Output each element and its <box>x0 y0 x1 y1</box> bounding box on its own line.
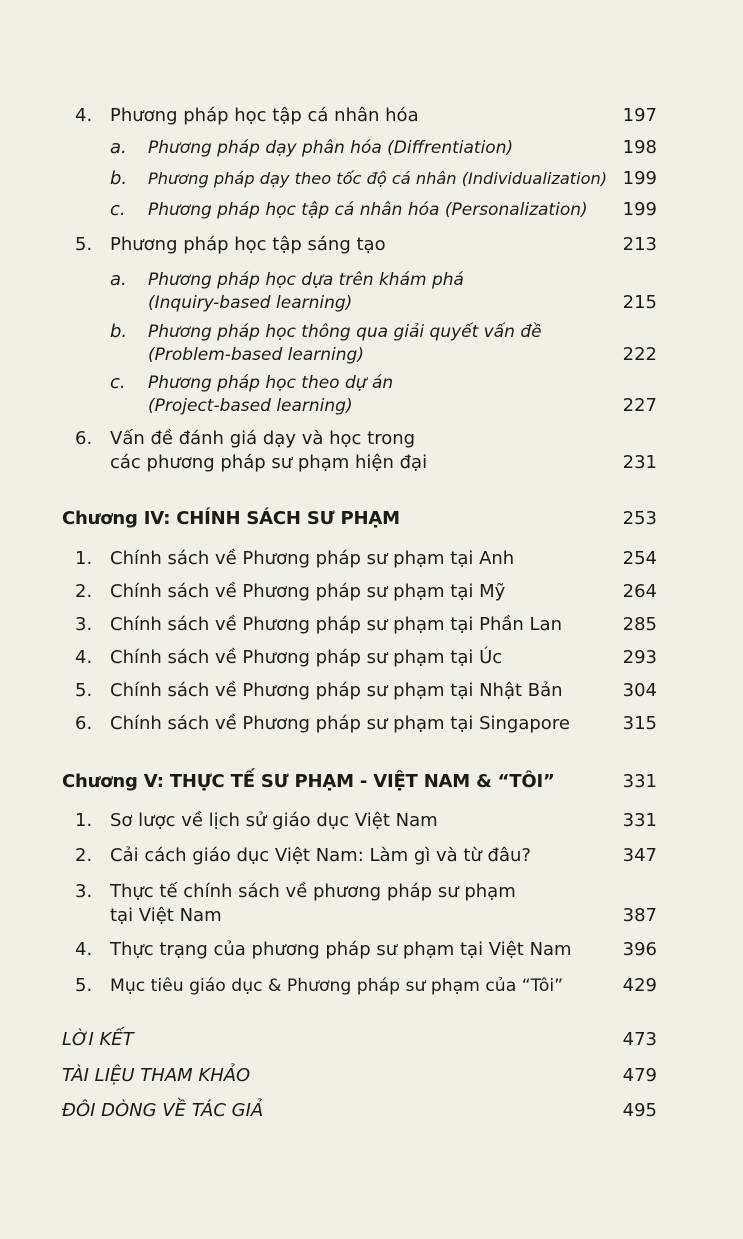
entry-page: 285 <box>622 614 657 635</box>
entry-number: 4. <box>75 105 93 126</box>
entry-title: LỜI KẾT <box>62 1029 134 1050</box>
entry-page: 197 <box>622 105 657 126</box>
entry-page: 473 <box>622 1029 657 1050</box>
entry-title-continued: các phương pháp sư phạm hiện đại <box>110 452 428 473</box>
entry-title: Thực tế chính sách về phương pháp sư phạm <box>110 881 516 902</box>
entry-title: Chính sách về Phương pháp sư phạm tại Mỹ <box>110 581 506 602</box>
entry-page: 479 <box>622 1065 657 1086</box>
entry-page: 429 <box>622 975 657 996</box>
entry-number: 5. <box>75 680 93 701</box>
entry-title: Sơ lược về lịch sử giáo dục Việt Nam <box>110 810 438 831</box>
entry-number: 5. <box>75 234 93 255</box>
entry-page: 331 <box>622 810 657 831</box>
entry-page: 315 <box>622 713 657 734</box>
entry-number: 2. <box>75 581 93 602</box>
entry-title: ĐÔI DÒNG VỀ TÁC GIẢ <box>62 1100 264 1121</box>
entry-title-continued: (Inquiry-based learning) <box>148 293 353 313</box>
entry-title: Phương pháp học tập cá nhân hóa <box>110 105 419 126</box>
entry-title: Chính sách về Phương pháp sư phạm tại Nhật Bản <box>110 680 563 701</box>
entry-title: Phương pháp dạy theo tốc độ cá nhân (Individualization) <box>148 169 608 188</box>
toc-subentry <box>0 321 743 369</box>
chapter-title: Chương V: THỰC TẾ SƯ PHẠM - VIỆT NAM & “TÔI” <box>62 771 555 792</box>
entry-page: 254 <box>622 548 657 569</box>
entry-page: 215 <box>622 292 657 313</box>
toc-entry <box>0 881 743 929</box>
entry-title: Chính sách về Phương pháp sư phạm tại Phần Lan <box>110 614 562 635</box>
entry-page: 304 <box>622 680 657 701</box>
entry-letter: b. <box>110 321 128 342</box>
entry-page: 495 <box>622 1100 657 1121</box>
entry-page: 198 <box>622 137 657 158</box>
entry-number: 1. <box>75 810 93 831</box>
entry-title: Mục tiêu giáo dục & Phương pháp sư phạm của “Tôi” <box>110 976 564 996</box>
toc-subentry <box>0 269 743 317</box>
entry-title: Chính sách về Phương pháp sư phạm tại Úc <box>110 647 503 668</box>
entry-title-continued: (Problem-based learning) <box>148 345 364 365</box>
entry-title: Cải cách giáo dục Việt Nam: Làm gì và từ đâu? <box>110 845 531 866</box>
entry-number: 4. <box>75 939 93 960</box>
entry-page: 199 <box>622 168 657 189</box>
chapter-title: Chương IV: CHÍNH SÁCH SƯ PHẠM <box>62 508 400 529</box>
entry-number: 1. <box>75 548 93 569</box>
entry-number: 5. <box>75 975 93 996</box>
entry-title: Phương pháp học dựa trên khám phá <box>148 270 464 290</box>
entry-page: 293 <box>622 647 657 668</box>
entry-page: 227 <box>622 395 657 416</box>
entry-page: 199 <box>622 199 657 220</box>
chapter-page: 253 <box>622 508 657 529</box>
chapter-page: 331 <box>622 771 657 792</box>
entry-page: 231 <box>622 452 657 473</box>
entry-title: Chính sách về Phương pháp sư phạm tại Singapore <box>110 713 570 734</box>
entry-page: 347 <box>622 845 657 866</box>
entry-title: Phương pháp học tập cá nhân hóa (Personalization) <box>148 200 588 220</box>
entry-letter: b. <box>110 168 128 189</box>
entry-page: 396 <box>622 939 657 960</box>
entry-letter: a. <box>110 269 127 290</box>
toc-entry <box>0 428 743 476</box>
toc-subentry <box>0 372 743 420</box>
entry-title: Phương pháp học theo dự án <box>148 373 394 393</box>
entry-page: 213 <box>622 234 657 255</box>
entry-letter: c. <box>110 199 126 220</box>
entry-title: Vấn đề đánh giá dạy và học trong <box>110 428 416 449</box>
entry-title-continued: tại Việt Nam <box>110 905 222 926</box>
entry-letter: c. <box>110 372 126 393</box>
entry-title: Chính sách về Phương pháp sư phạm tại Anh <box>110 548 515 569</box>
entry-title: Thực trạng của phương pháp sư phạm tại Việt Nam <box>110 939 572 960</box>
entry-number: 3. <box>75 614 93 635</box>
entry-title: Phương pháp học tập sáng tạo <box>110 234 386 255</box>
entry-number: 6. <box>75 428 93 449</box>
entry-number: 3. <box>75 881 93 902</box>
entry-page: 387 <box>622 905 657 926</box>
entry-number: 4. <box>75 647 93 668</box>
entry-page: 264 <box>622 581 657 602</box>
entry-title-continued: (Project-based learning) <box>148 396 353 416</box>
entry-title: Phương pháp học thông qua giải quyết vấn đề <box>148 322 542 342</box>
entry-page: 222 <box>622 344 657 365</box>
entry-title: TÀI LIỆU THAM KHẢO <box>62 1065 251 1086</box>
entry-number: 6. <box>75 713 93 734</box>
entry-letter: a. <box>110 137 127 158</box>
entry-title: Phương pháp dạy phân hóa (Diffrentiation) <box>148 138 514 158</box>
entry-number: 2. <box>75 845 93 866</box>
